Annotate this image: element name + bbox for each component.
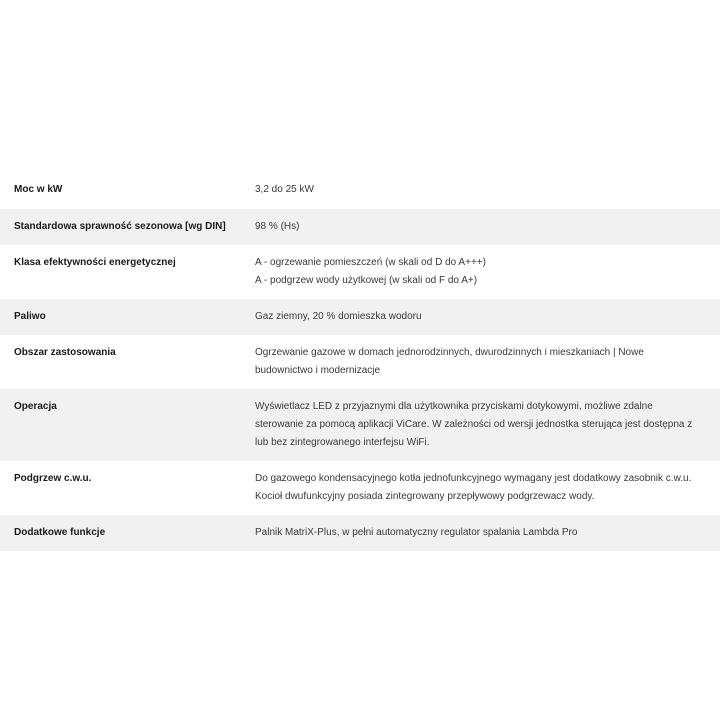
spec-label: Podgrzew c.w.u. bbox=[14, 473, 92, 484]
spec-value-line: Wyświetlacz LED z przyjaznymi dla użytkownika przyciskami dotykowymi, możliwe zdalne bbox=[255, 401, 653, 412]
spec-label: Klasa efektywności energetycznej bbox=[14, 257, 176, 268]
spec-value-line: A - podgrzew wody użytkowej (w skali od F do A+) bbox=[255, 275, 478, 286]
spec-value-line: A - ogrzewanie pomieszczeń (w skali od D do A+++) bbox=[255, 257, 486, 268]
spec-value bbox=[255, 344, 712, 380]
spec-value-line: 98 % (Hs) bbox=[255, 221, 300, 232]
spec-row-obszar bbox=[0, 335, 720, 389]
spec-value bbox=[255, 470, 712, 506]
spec-value-line: Ogrzewanie gazowe w domach jednorodzinnych, dwurodzinnych i mieszkaniach | Nowe bbox=[255, 347, 644, 358]
spec-value bbox=[255, 524, 712, 542]
spec-value-line: lub bez zintegrowanego interfejsu WiFi. bbox=[255, 437, 430, 448]
spec-row-klasa bbox=[0, 245, 720, 299]
spec-value-line: Gaz ziemny, 20 % domieszka wodoru bbox=[255, 311, 422, 322]
spec-label: Moc w kW bbox=[14, 184, 63, 195]
spec-value bbox=[255, 308, 712, 326]
spec-value bbox=[255, 218, 712, 236]
spec-value bbox=[255, 181, 712, 199]
spec-label: Paliwo bbox=[14, 311, 46, 322]
spec-row-dodatkowe bbox=[0, 515, 720, 551]
spec-value-line: Palnik MatriX-Plus, w pełni automatyczny regulator spalania Lambda Pro bbox=[255, 527, 578, 538]
spec-row-operacja bbox=[0, 389, 720, 461]
spec-value-line: sterowanie za pomocą aplikacji ViCare. W zależności od wersji jednostka sterująca jest dostępna z bbox=[255, 419, 693, 430]
spec-value bbox=[255, 254, 712, 290]
spec-table bbox=[0, 172, 720, 551]
spec-value bbox=[255, 398, 712, 452]
spec-row-paliwo bbox=[0, 299, 720, 335]
spec-label: Operacja bbox=[14, 401, 57, 412]
spec-value-line: Do gazowego kondensacyjnego kotła jednofunkcyjnego wymagany jest dodatkowy zasobnik c.w.u. bbox=[255, 473, 692, 484]
spec-value-line: budownictwo i modernizacje bbox=[255, 365, 381, 376]
spec-value-line: Kocioł dwufunkcyjny posiada zintegrowany przepływowy podgrzewacz wody. bbox=[255, 491, 595, 502]
spec-label: Dodatkowe funkcje bbox=[14, 527, 106, 538]
spec-label: Obszar zastosowania bbox=[14, 347, 116, 358]
spec-row-moc bbox=[0, 172, 720, 209]
spec-row-sprawnosc bbox=[0, 209, 720, 245]
spec-row-podgrzew bbox=[0, 461, 720, 515]
spec-value-line: 3,2 do 25 kW bbox=[255, 184, 314, 195]
spec-label: Standardowa sprawność sezonowa [wg DIN] bbox=[14, 221, 226, 232]
